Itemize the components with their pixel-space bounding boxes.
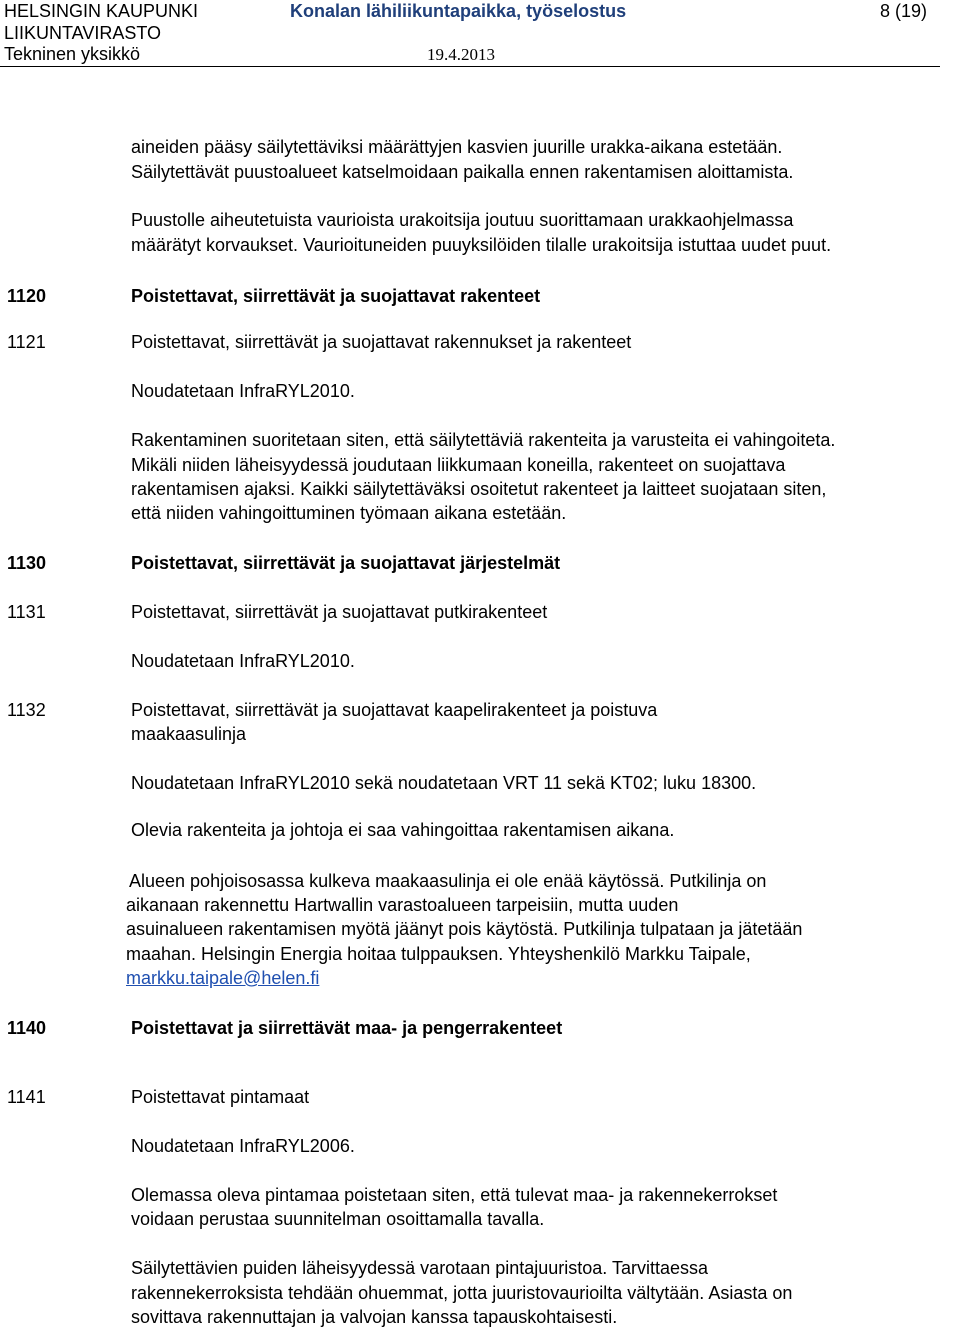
body-line: Säilytettävien puiden läheisyydessä varotaan pintajuuristoa. Tarvittaessa <box>131 1258 709 1278</box>
section-title-continued: maakaasulinja <box>131 724 247 744</box>
org-department: LIIKUNTAVIRASTO <box>4 23 162 43</box>
contact-email-link[interactable]: markku.taipale@helen.fi <box>126 968 320 988</box>
section-title: Poistettavat, siirrettävät ja suojattavat putkirakenteet <box>131 602 548 622</box>
body-line: Rakentaminen suoritetaan siten, että säilytettäviä rakenteita ja varusteita ei vahingoiteta. <box>131 430 836 450</box>
body-line: että niiden vahingoittuminen työmaan aikana estetään. <box>131 503 567 523</box>
intro-line: Puustolle aiheutetuista vaurioista urakoitsija joutuu suorittamaan urakkaohjelmassa <box>131 210 794 230</box>
body-line: Alueen pohjoisosassa kulkeva maakaasulinja ei ole enää käytössä. Putkilinja on <box>129 871 767 891</box>
org-unit: Tekninen yksikkö <box>4 44 141 64</box>
body-line: asuinalueen rakentamisen myötä jäänyt pois käytöstä. Putkilinja tulpataan ja jätetään <box>126 919 803 939</box>
section-title: Poistettavat, siirrettävät ja suojattavat järjestelmät <box>131 553 561 573</box>
section-number: 1141 <box>7 1087 46 1107</box>
page-number: 8 (19) <box>880 1 928 21</box>
section-title: Poistettavat pintamaat <box>131 1087 310 1107</box>
body-line: aikanaan rakennettu Hartwallin varastoalueen tarpeisiin, mutta uuden <box>126 895 679 915</box>
body-line: rakentamisen ajaksi. Kaikki säilytettäväksi osoitetut rakenteet ja laitteet suojataan siten, <box>131 479 827 499</box>
section-title: Poistettavat, siirrettävät ja suojattavat rakennukset ja rakenteet <box>131 332 632 352</box>
reference-line: Noudatetaan InfraRYL2006. <box>131 1136 355 1156</box>
section-number: 1140 <box>7 1018 47 1038</box>
section-title: Poistettavat, siirrettävät ja suojattavat rakenteet <box>131 286 541 306</box>
section-number: 1120 <box>7 286 47 306</box>
body-line: Mikäli niiden läheisyydessä joudutaan liikkumaan koneilla, rakenteet on suojattava <box>131 455 786 475</box>
body-line: sovittava rakennuttajan ja valvojan kanssa tapauskohtaisesti. <box>131 1307 618 1327</box>
body-line: maahan. Helsingin Energia hoitaa tulppauksen. Yhteyshenkilö Markku Taipale, <box>126 944 751 964</box>
intro-line: määrätyt korvaukset. Vaurioituneiden puuyksilöiden tilalle urakoitsija istuttaa uudet puut. <box>131 235 832 255</box>
body-line: voidaan perustaa suunnitelman osoittamalla tavalla. <box>131 1209 545 1229</box>
intro-line: Säilytettävät puustoalueet katselmoidaan paikalla ennen rakentamisen aloittamista. <box>131 162 794 182</box>
section-number: 1130 <box>7 553 47 573</box>
document-date: 19.4.2013 <box>427 45 495 64</box>
section-number: 1131 <box>7 602 46 622</box>
body-line: Olemassa oleva pintamaa poistetaan siten, että tulevat maa- ja rakennekerrokset <box>131 1185 778 1205</box>
page-header <box>0 0 940 67</box>
section-number: 1121 <box>7 332 46 352</box>
reference-line: Noudatetaan InfraRYL2010 sekä noudatetaan VRT 11 sekä KT02; luku 18300. <box>131 773 757 793</box>
body-line: Olevia rakenteita ja johtoja ei saa vahingoittaa rakentamisen aikana. <box>131 820 675 840</box>
reference-line: Noudatetaan InfraRYL2010. <box>131 381 355 401</box>
section-title: Poistettavat ja siirrettävät maa- ja pengerrakenteet <box>131 1018 563 1038</box>
body-line: rakennekerroksista tehdään ohuemmat, jotta juuristovaurioilta vältytään. Asiasta on <box>131 1283 793 1303</box>
org-name: HELSINGIN KAUPUNKI <box>4 1 199 21</box>
reference-line: Noudatetaan InfraRYL2010. <box>131 651 355 671</box>
intro-line: aineiden pääsy säilytettäviksi määrättyjen kasvien juurille urakka-aikana estetään. <box>131 137 783 157</box>
section-title: Poistettavat, siirrettävät ja suojattavat kaapelirakenteet ja poistuva <box>131 700 658 720</box>
section-number: 1132 <box>7 700 46 720</box>
document-title: Konalan lähiliikuntapaikka, työselostus <box>290 1 627 21</box>
